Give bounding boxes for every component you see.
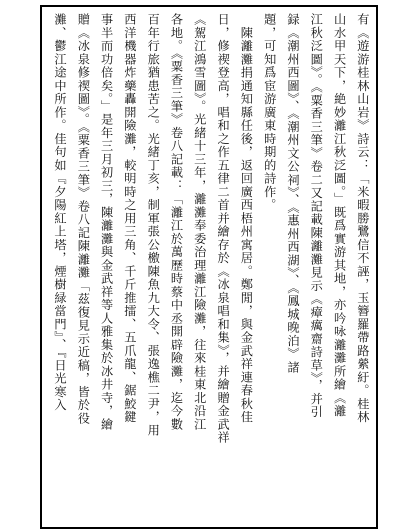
text-column-11: 西洋機器炸藥轟開險灘，較明時之用三角、千斤推擂、五爪龍、鋸鮫鍵 bbox=[122, 13, 137, 424]
text-column-5: 題，可知爲宦游廣東時期的詩作。 bbox=[262, 13, 277, 212]
text-column-6: 陳灕灘捐通知縣任後，返回廣西梧州寓居。鄭閒，與金武祥連春秋佳 bbox=[239, 13, 254, 424]
text-column-14: 灘、鬱江途中所作。佳句如『夕陽紅上塔，煙樹緑當門』、『日光寒入 bbox=[53, 13, 67, 412]
text-column-2: 山水甲天下，絶妙灕江秋泛圖。」既爲實游其地，亦吟咏灕灘所繪《灕 bbox=[332, 13, 347, 418]
text-column-7: 日，修禊登高，唱和之作五律二首并繪存於《冰泉唱和集》，并繪贈金武祥 bbox=[216, 13, 231, 445]
vertical-text-body bbox=[50, 13, 372, 525]
text-column-1: 有《遊游桂林山岩》詩云：「米暇勝鷺信不誣，玉簪羅帶路縈紆。桂林 bbox=[355, 13, 370, 424]
text-column-13: 贈《冰泉修禊圖》。《粟香三筆》卷八記陳灕灘「茲復見示近稿，皆於役 bbox=[76, 13, 91, 425]
text-column-9: 各地。《粟香三筆》卷八記載：「灕江於萬歷時蔡中丞開辟險灘，迄今數 bbox=[169, 13, 184, 431]
text-column-10: 百年行旅猶患苦之。光緒丁亥，制軍張公檄陳魚九大令、張逸樵二尹，用 bbox=[146, 13, 161, 437]
page-frame bbox=[40, 5, 378, 529]
text-column-4: 録《潮州西圖》、《潮州文公祠》、《惠州西湖》、《鳳城晚泊》諸 bbox=[285, 13, 300, 374]
text-column-3: 江秋泛圖》。《粟香三筆》卷二又記載陳灕灘見示《瘴癘齋詩草》，并引 bbox=[309, 13, 324, 419]
text-column-8: 《駕江鴻雪圖》。光緒十三年，灕灘奉委治理灕江險灘，往來桂東北沿江 bbox=[192, 13, 207, 431]
text-column-12: 事半而功倍矣。」是年三月初三，陳灕灘與金武祥等人雅集於冰井寺，繪 bbox=[99, 13, 114, 431]
